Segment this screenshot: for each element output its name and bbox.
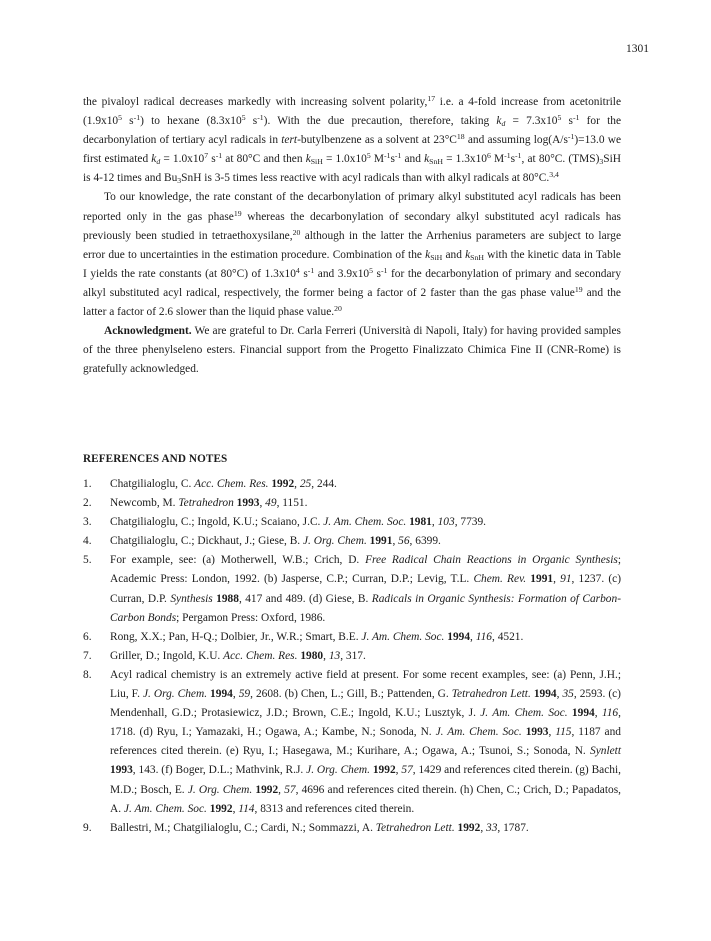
reference-list — [83, 475, 621, 838]
reference-item: 3. Chatgilialoglu, C.; Ingold, K.U.; Scaiano, J.C. J. Am. Chem. Soc. 1981, 103, 7739. — [83, 516, 487, 529]
reference-item: 2. Newcomb, M. Tetrahedron 1993, 49, 1151. — [83, 497, 308, 510]
reference-item: 7. Griller, D.; Ingold, K.U. Acc. Chem. Res. 1980, 13, 317. — [83, 649, 366, 662]
reference-item: 6. Rong, X.X.; Pan, H-Q.; Dolbier, Jr., W.R.; Smart, B.E. J. Am. Chem. Soc. 1994, 116, 4521. — [83, 630, 524, 643]
reference-item: 5. For example, see: (a) Motherwell, W.B.; Crich, D. Free Radical Chain Reactions in Organic Synthesis; Academic Press: London, 1992. (b) Jasperse, C.P.; Curran, D.P.; Levig, T.L. Chem. Rev. 1991, 91, 1237. (c) Curran, D.P. Synthesis 1988, 417 and 489. (d) Giese, B. Radicals in Organic Synthesis: Formation of Carbon-Carbon Bonds; Pergamon Press: Oxford, 1986. — [83, 554, 622, 624]
paragraph-rate-constants: To our knowledge, the rate constant of the decarbonylation of primary alkyl substituted acyl radicals has been reported only in the gas phase$^{19}$ whereas the decarbonylation of secondary alkyl substituted acyl radicals has previously been studied in tetraethoxysilane,$^{20}$ although in the latter the Arrhenius parameters are subject to large error due to uncertainties in the estimation procedure. Combination of the $k_{SiH}$ and $k_{SnH}$ with the kinetic data in Table I yields the rate constants (at 80°C) of $1.3x10^4$ $s^{-1}$ and $3.9x10^5$ $s^{-1}$ for the decarbonylation of primary and secondary alkyl substituted acyl radical, respectively, the former being a factor of 2 faster than the gas phase value$^{19}$ and the latter a factor of 2.6 slower than the liquid phase value.$^{20}$ — [83, 191, 622, 319]
page-number: 1301 — [626, 43, 649, 55]
reference-item: 4. Chatgilialoglu, C.; Dickhaut, J.; Giese, B. J. Org. Chem. 1991, 56, 6399. — [83, 535, 441, 548]
acknowledgment-label: Acknowledgment. — [104, 325, 192, 338]
body-text — [83, 93, 621, 379]
paragraph-acknowledgment: Acknowledgment. We are grateful to Dr. Carla Ferreri (Università di Napoli, Italy) for having provided samples of the three phenylseleno esters. Financial support from the Progetto Finalizzato Chimica Fine II (CNR-Rome) is gratefully acknowledged. — [83, 325, 621, 376]
reference-item: 8. Acyl radical chemistry is an extremely active field at present. For some recent examples, see: (a) Penn, J.H.; Liu, F. J. Org. Chem. 1994, 59, 2608. (b) Chen, L.; Gill, B.; Pattenden, G. Tetrahedron Lett. 1994, 35, 2593. (c) Mendenhall, G.D.; Protasiewicz, J.D.; Brown, C.E.; Ingold, K.U.; Lusztyk, J. J. Am. Chem. Soc. 1994, 116, 1718. (d) Ryu, I.; Yamazaki, H.; Ogawa, A.; Kambe, N.; Sonoda, N. J. Am. Chem. Soc. 1993, 115, 1187 and references cited therein. (e) Ryu, I.; Hasegawa, M.; Kurihare, A.; Ogawa, A.; Tsunoi, S.; Sonoda, N. Synlett 1993, 143. (f) Boger, D.L.; Mathvink, R.J. J. Org. Chem. 1992, 57, 1429 and references cited therein. (g) Bachi, M.D.; Bosch, E. J. Org. Chem. 1992, 57, 4696 and references cited therein. (h) Chen, C.; Crich, D.; Papadatos, A. J. Am. Chem. Soc. 1992, 114, 8313 and references cited therein. — [83, 668, 621, 815]
references-heading: REFERENCES AND NOTES — [83, 453, 228, 465]
paragraph-continued: the pivaloyl radical decreases markedly with increasing solvent polarity,$^{17}$ i.e. a 4-fold increase from acetonitrile ($1.9x10^5$ $s^{-1}$) to hexane ($8.3x10^5$ $s^{-1}$). With the due precaution, therefore, taking $k_d = 7.3x10^5$ $s^{-1}$ for the decarbonylation of tertiary acyl radicals in tert-butylbenzene as a solvent at $23^\circ C^{18}$ and assuming $\log(A/s^{-1})=13.0$ we first estimated $k_d = 1.0x10^7$ $s^{-1}$ at 80°C and then $k_{SiH} = 1.0x10^5$ $M^{-1}s^{-1}$ and $k_{SnH} = 1.3x10^6$ $M^{-1}s^{-1}$, at 80°C. $(TMS)_3SiH$ is 4-12 times and $Bu_3SnH$ is 3-5 times less reactive with acyl radicals than with alkyl radicals at 80°C.$^{3,4}$ — [83, 93, 622, 186]
reference-item: 9. Ballestri, M.; Chatgilialoglu, C.; Cardi, N.; Sommazzi, A. Tetrahedron Lett. 1992, 33, 1787. — [83, 821, 529, 834]
reference-item: 1. Chatgilialoglu, C. Acc. Chem. Res. 1992, 25, 244. — [83, 478, 337, 490]
